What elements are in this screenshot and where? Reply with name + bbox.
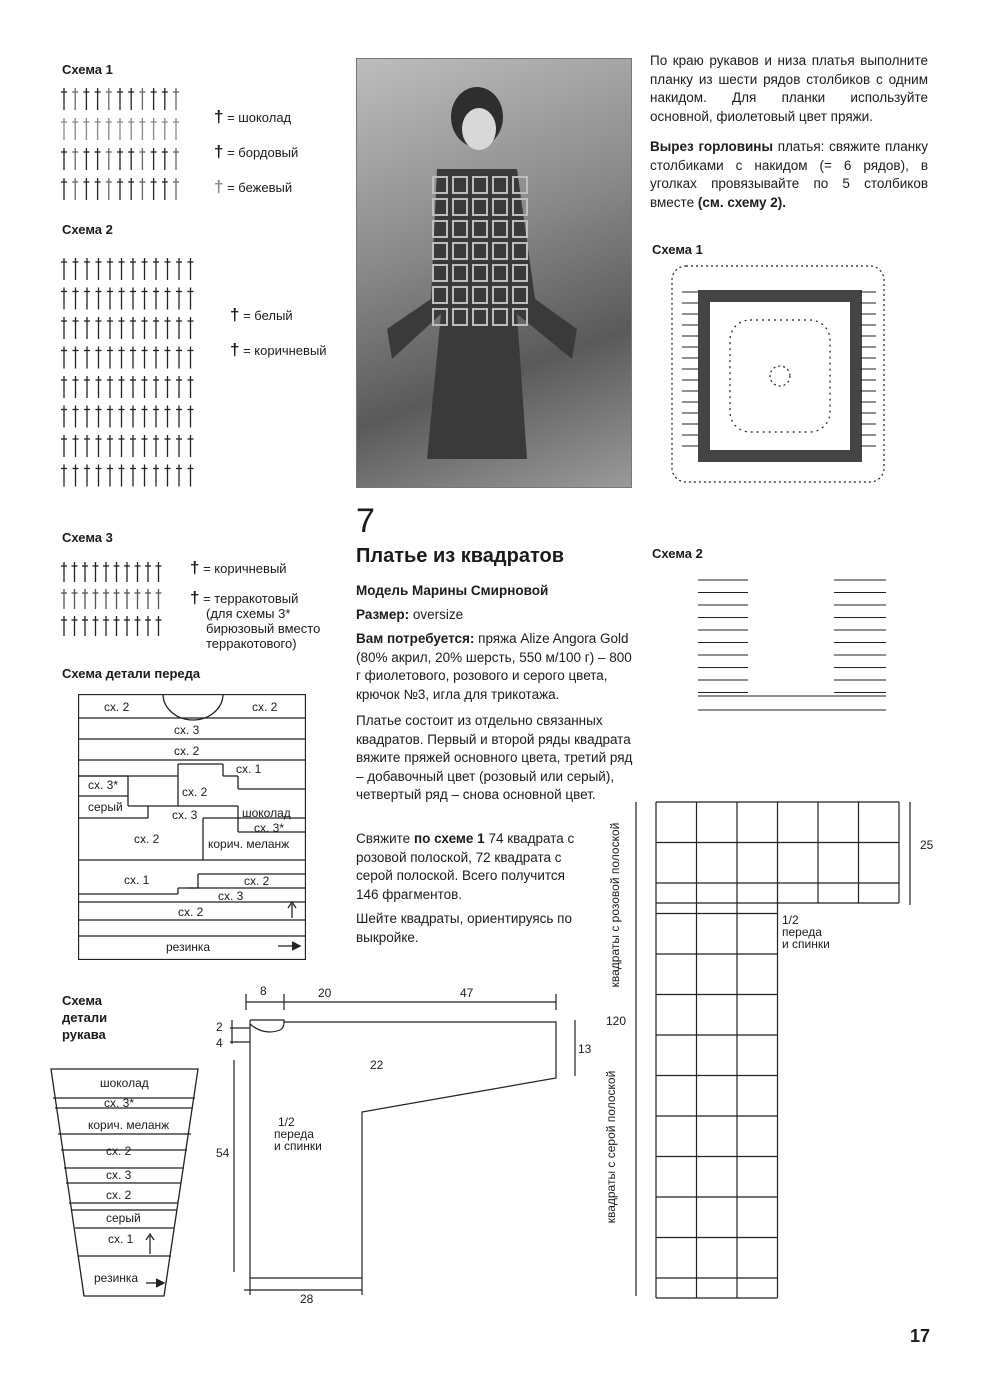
square-motif-chart	[668, 262, 890, 488]
legend-note: (для схемы 3*	[206, 606, 291, 621]
sleeve-cell: шоколад	[100, 1076, 149, 1090]
dim-25: 25	[920, 838, 934, 852]
schema2-legend	[230, 298, 327, 368]
squares-layout-diagram	[590, 790, 950, 1310]
legend-item: † = белый	[230, 305, 293, 324]
neckline-corner-chart	[692, 576, 892, 726]
sleeve-cell: сх. 3*	[104, 1096, 135, 1110]
sleeve-cell: серый	[106, 1211, 141, 1225]
front-cell: сх. 3	[174, 723, 200, 737]
vertical-label-gray: квадраты с серой полоской	[604, 1070, 618, 1224]
front-cell: сх. 1	[236, 762, 262, 776]
schema2-stitch-chart	[58, 254, 208, 494]
front-cell: сх. 2	[104, 700, 130, 714]
grid-label: 1/2 переда и спинки	[782, 913, 830, 951]
schema1-title: Схема 1	[62, 62, 113, 77]
schema1-stitch-chart	[58, 84, 188, 204]
pattern-label: 1/2 переда и спинки	[274, 1115, 322, 1153]
sleeve-cell: резинка	[94, 1271, 139, 1285]
dim-8: 8	[260, 984, 267, 998]
sleeve-scheme	[50, 1068, 200, 1298]
front-scheme	[78, 694, 306, 960]
page-number: 17	[910, 1326, 931, 1346]
front-cell: сх. 2	[252, 700, 278, 714]
sleeve-cell: корич. меланж	[88, 1118, 170, 1132]
front-cell: сх. 3	[218, 889, 244, 903]
front-cell: сх. 2	[134, 832, 160, 846]
front-cell: сх. 2	[178, 905, 204, 919]
front-cell: резинка	[166, 940, 211, 954]
article-paragraph-2: Свяжите по схеме 1 74 квадрата с розовой полоской, 72 квадрата с серой полоской. Всего получится 146 фрагментов.	[356, 831, 575, 902]
front-scheme-title: Схема детали переда	[62, 666, 201, 681]
article-size: Размер: oversize	[356, 607, 464, 622]
front-cell: сх. 3*	[254, 821, 285, 835]
right-paragraph-1: По краю рукавов и низа платья выполните планку из шести рядов столбиков с одним накидом. Для планки используйте основной, фиолетовый цвет пряжи.	[650, 53, 928, 124]
article-paragraph-1: Платье состоит из отдельно связанных квадратов. Первый и второй ряды квадрата вяжите пряжей основного цвета, третий ряд – добавочный цвет (розовый или серый), четвертый ряд – снова основной цвет.	[356, 713, 633, 802]
legend-item: † = бордовый	[214, 142, 299, 161]
sleeve-cell: сх. 1	[108, 1232, 134, 1246]
sleeve-cell: сх. 2	[106, 1188, 132, 1202]
dim-2: 2	[216, 1020, 223, 1034]
legend-item: † = коричневый	[190, 558, 287, 577]
front-cell: сх. 2	[182, 785, 208, 799]
article-number: 7	[356, 502, 375, 540]
front-cell: корич. меланж	[208, 837, 290, 851]
right-paragraph-2: Вырез горловины платья: свяжите планку столбиками с накидом (= 6 рядов), в уголках провязывайте по 5 столбиков вместе (см. схему 2).	[650, 139, 928, 210]
schema3-stitch-chart	[58, 558, 178, 648]
front-cell: сх. 2	[174, 744, 200, 758]
legend-item: † = бежевый	[214, 177, 293, 196]
sleeve-cell: сх. 2	[106, 1144, 132, 1158]
front-cell: сх. 3*	[88, 778, 119, 792]
dress-photo	[356, 58, 632, 488]
article-title: Платье из квадратов	[356, 545, 565, 567]
right-schema1-title: Схема 1	[652, 242, 703, 257]
schema1-legend	[214, 100, 298, 205]
front-cell: серый	[88, 800, 123, 814]
legend-item: † = шоколад	[214, 107, 292, 126]
sleeve-scheme-title: Схема детали рукава	[62, 993, 108, 1042]
article-paragraph-3: Шейте квадраты, ориентируясь по выкройке.	[356, 911, 572, 945]
dim-4: 4	[216, 1036, 223, 1050]
sleeve-cell: сх. 3	[106, 1168, 132, 1182]
schema2-title: Схема 2	[62, 222, 113, 237]
dim-54: 54	[216, 1146, 230, 1160]
schema3-title: Схема 3	[62, 530, 113, 545]
legend-item: † = коричневый	[230, 340, 327, 359]
pattern-diagram	[210, 980, 590, 1310]
front-cell: сх. 1	[124, 873, 150, 887]
article-author: Модель Марины Смирновой	[356, 583, 549, 598]
dim-28: 28	[300, 1292, 314, 1306]
dim-20: 20	[318, 986, 332, 1000]
dim-120: 120	[606, 1014, 627, 1028]
schema3-legend	[190, 560, 320, 651]
dim-22: 22	[370, 1058, 384, 1072]
right-schema2-title: Схема 2	[652, 546, 703, 561]
article-materials: Вам потребуется: пряжа Alize Angora Gold (80% акрил, 20% шерсть, 550 м/100 г) – 800 г фиолетового, розового и серого цвета, крючок №3, игла для трикотажа.	[356, 631, 632, 702]
legend-item: † = терракотовый	[190, 588, 299, 607]
dim-13: 13	[578, 1042, 592, 1056]
front-cell: шоколад	[242, 806, 291, 820]
front-cell: сх. 3	[172, 808, 198, 822]
legend-note: терракотового)	[206, 636, 297, 651]
legend-note: бирюзовый вместо	[206, 621, 321, 636]
front-cell: сх. 2	[244, 874, 270, 888]
vertical-label-pink: квадраты с розовой полоской	[608, 822, 622, 988]
dim-47: 47	[460, 986, 474, 1000]
